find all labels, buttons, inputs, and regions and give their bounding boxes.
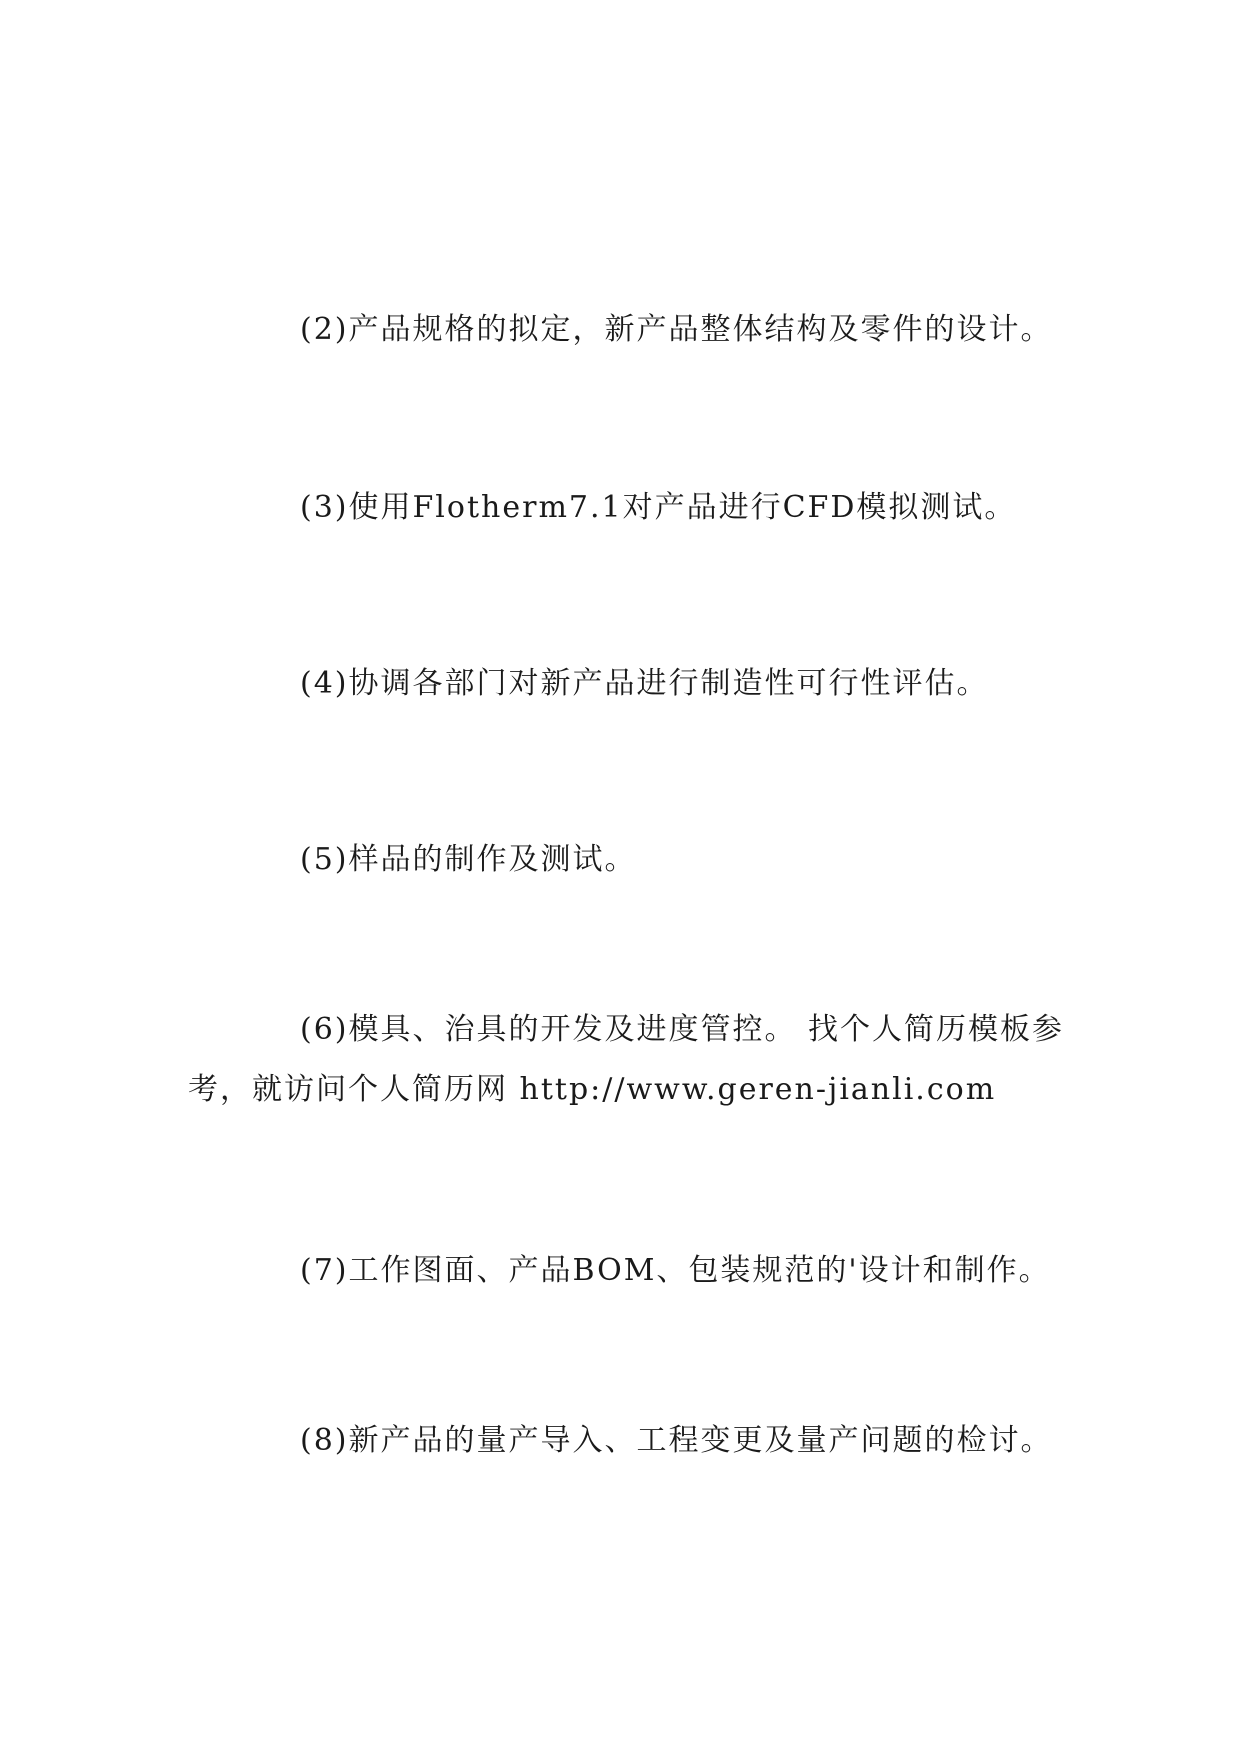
paragraph-item-2: (2)产品规格的拟定，新产品整体结构及零件的设计。 [300,312,1053,347]
paragraph-item-3: (3)使用Flotherm7.1对产品进行CFD模拟测试。 [300,490,1017,525]
paragraph-item-6: (6)模具、治具的开发及进度管控。 找个人简历模板参考，就访问个人简历网 http://www.geren-jianli.com [188,1012,1065,1107]
paragraph-item-7: (7)工作图面、产品BOM、包装规范的'设计和制作。 [300,1253,1051,1288]
paragraph-item-8: (8)新产品的量产导入、工程变更及量产问题的检讨。 [300,1423,1053,1458]
paragraph-item-5: (5)样品的制作及测试。 [300,842,637,877]
paragraph-item-4: (4)协调各部门对新产品进行制造性可行性评估。 [300,666,989,701]
